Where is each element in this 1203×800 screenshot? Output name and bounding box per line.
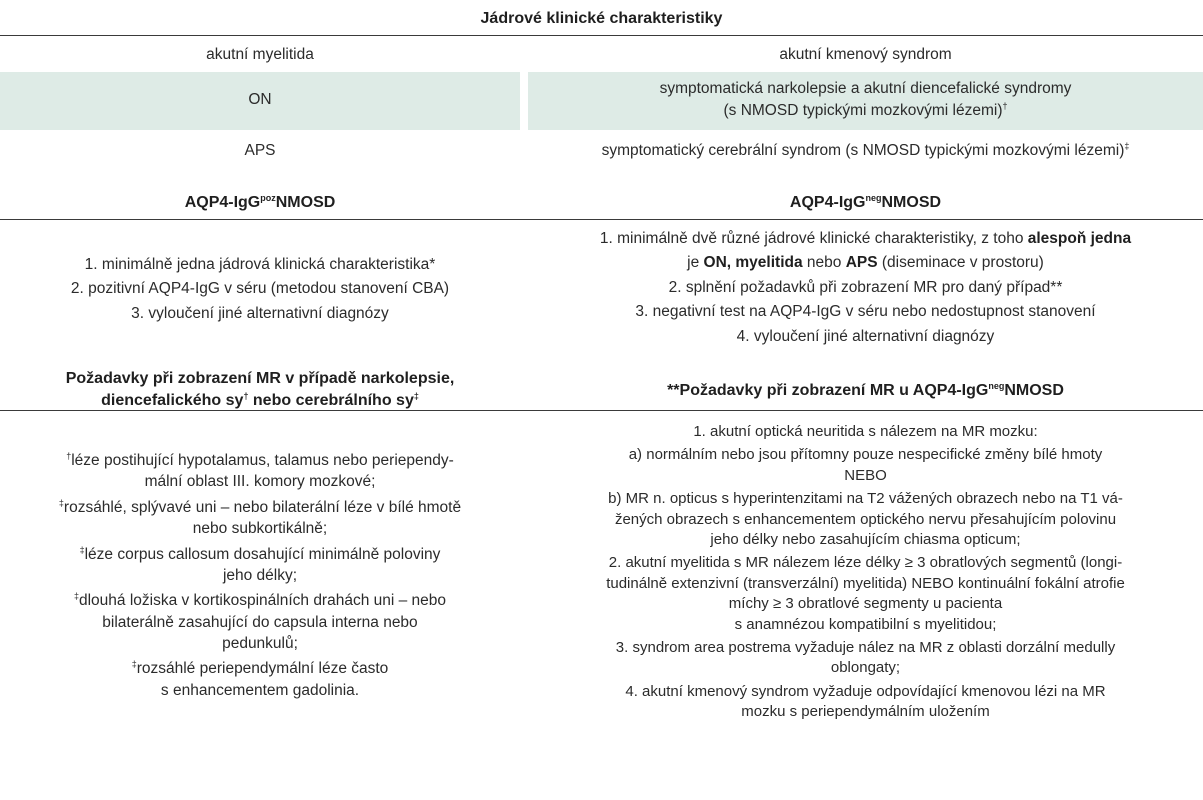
double-dagger-mark: ‡ — [73, 591, 79, 602]
mr-right-item-4: 4. akutní kmenový syndrom vyžaduje odpovídající kmenovou lézi na MR mozku s periependymálním uložením — [625, 682, 1106, 721]
mr-right-item-3: 3. syndrom area postrema vyžaduje nález na MR z oblasti dorzální medully oblongaty; — [615, 638, 1116, 677]
mr-left-list — [0, 450, 520, 701]
core-row3-right-text: symptomatický cerebrální syndrom (s NMOSD typickými mozkovými lézemi) — [601, 142, 1125, 159]
mr-right-header-post: NMOSD — [1004, 382, 1064, 399]
core-row2-left — [0, 72, 520, 130]
double-dagger-mark: ‡ — [79, 544, 85, 555]
emphasis-on-myelitida: ON, myelitida — [703, 254, 803, 272]
core-title-rule — [0, 35, 1203, 36]
double-dagger-mark: ‡ — [413, 390, 419, 401]
emphasis-aps: APS — [845, 254, 878, 272]
mr-left-header-line2b: nebo cerebrálního sy — [248, 391, 414, 409]
mr-right-list — [528, 422, 1203, 722]
criteria-left-header — [0, 192, 520, 214]
core-row3-left: APS — [244, 142, 276, 159]
criteria-left-item-2: 2. pozitivní AQP4-IgG v séru (metodou stanovení CBA) — [70, 280, 450, 298]
criteria-left-header-sup: poz — [260, 193, 276, 203]
criteria-right-header-post: NMOSD — [881, 194, 942, 211]
core-row2-right-line2: (s NMOSD typickými mozkovými lézemi) — [723, 102, 1003, 120]
dagger-mark: † — [1002, 101, 1008, 112]
mr-left-item-2: ‡rozsáhlé, splývavé uni – nebo bilaterální léze v bílé hmotě nebo subkortikálně; — [58, 497, 462, 538]
core-row1-left: akutní myelitida — [206, 46, 314, 63]
criteria-left-header-pre: AQP4-IgG — [184, 194, 261, 211]
mr-right-item-1a: a) normálním nebo jsou přítomny pouze nespecifické změny bílé hmoty NEBO — [628, 446, 1103, 484]
mr-right-item-2: 2. akutní myelitida s MR nálezem léze délky ≥ 3 obratlových segmentů (longi- tudinálně extenzivní (transverzální) myelitida) NEBO kontinuální fokální atrofie míchy ≥ 3 obratlové segmenty u pacienta s anamnézou kompatibilní s myelitidou; — [606, 554, 1125, 633]
dagger-mark: † — [66, 451, 72, 461]
mr-left-header-line2a: diencefalického sy — [101, 391, 244, 409]
double-dagger-mark: ‡ — [58, 497, 64, 508]
mr-left-header-line1: Požadavky při zobrazení MR v případě narkolepsie, — [65, 370, 455, 387]
criteria-right-header-pre: AQP4-IgG — [789, 194, 866, 211]
mr-left-item-5: ‡rozsáhlé periependymální léze často s enhancementem gadolinia. — [131, 659, 389, 699]
criteria-section — [0, 186, 1203, 366]
mr-right-item-1b: b) MR n. opticus s hyperintenzitami na T2 vážených obrazech nebo na T1 vá- žených obrazech s enhancementem optického nervu přesahujícím polovinu jeho délky nebo zasahujícím chiasma opticum; — [608, 490, 1123, 548]
core-section — [0, 0, 1203, 175]
mr-right-header-sup: neg — [988, 381, 1005, 391]
mr-left-header — [0, 368, 520, 411]
criteria-right-item-2: 2. splnění požadavků při zobrazení MR pro daný případ** — [668, 278, 1063, 296]
criteria-right-item-4: 4. vyloučení jiné alternativní diagnózy — [736, 327, 995, 345]
core-row2-right-line1: symptomatická narkolepsie a akutní diencefalické syndromy — [659, 80, 1072, 97]
criteria-right-item-3: 3. negativní test na AQP4-IgG v séru nebo nedostupnost stanovení — [635, 303, 1096, 321]
double-dagger-mark: ‡ — [1124, 141, 1130, 151]
criteria-rule — [0, 219, 1203, 220]
core-row3-right — [528, 140, 1203, 162]
mr-right-item-1: 1. akutní optická neuritida s nálezem na MR mozku: — [693, 423, 1038, 440]
core-row2-left-text: ON — [248, 91, 272, 108]
criteria-right-item-1-line1: 1. minimálně dvě různé jádrové klinické charakteristiky, z toho alespoň jedna — [599, 230, 1132, 247]
criteria-left-item-3: 3. vyloučení jiné alternativní diagnózy — [131, 304, 389, 322]
double-dagger-mark: ‡ — [131, 659, 137, 670]
mr-right-header-pre: **Požadavky při zobrazení MR u AQP4-IgG — [667, 382, 989, 399]
core-row1-right: akutní kmenový syndrom — [779, 46, 952, 63]
mr-left-item-3: ‡léze corpus callosum dosahující minimálně poloviny jeho délky; — [79, 544, 441, 584]
criteria-right-item-1-line2: je ON, myelitida nebo APS (diseminace v prostoru) — [687, 254, 1044, 272]
criteria-right-list — [528, 228, 1203, 348]
mr-left-item-1: †léze postihující hypotalamus, talamus nebo periependy- mální oblast III. komory mozkové; — [66, 451, 454, 491]
emphasis-alespon-jedna: alespoň jedna — [1027, 230, 1132, 247]
mr-section — [0, 366, 1203, 800]
mr-left-item-4: ‡dlouhá ložiska v kortikospinálních drahách uni – nebo bilaterálně zasahující do capsula interna nebo pedunkulů; — [73, 591, 447, 652]
criteria-left-header-post: NMOSD — [275, 194, 336, 211]
mr-right-header — [528, 380, 1203, 402]
criteria-left-list — [0, 254, 520, 325]
core-row2-right — [528, 72, 1203, 130]
criteria-left-item-1: 1. minimálně jedna jádrová klinická charakteristika* — [84, 256, 436, 273]
mr-rule — [0, 410, 1203, 411]
core-title: Jádrové klinické charakteristiky — [480, 10, 723, 27]
criteria-right-header-sup: neg — [865, 193, 882, 203]
dagger-mark: † — [243, 390, 249, 401]
criteria-right-header — [528, 192, 1203, 214]
